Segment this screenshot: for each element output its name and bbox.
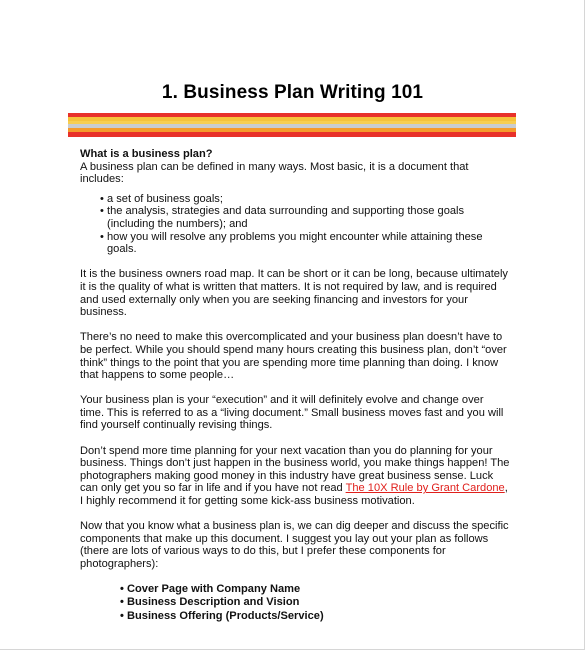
bullet-marker: • <box>120 596 124 609</box>
list-item: • the analysis, strategies and data surrounding and supporting those goals (including the numbers); and <box>100 205 465 230</box>
goals-bullet-list <box>100 193 510 256</box>
bullet-marker: • <box>120 609 124 622</box>
bullet-marker: • <box>100 192 104 205</box>
paragraph-road-map: It is the business owners road map. It can be short or it can be long, because ultimately it is the quality of what is written that matters. It is not required by law, and is required and used externally only when you are seeking financing and investors for your business. <box>80 268 508 319</box>
document-body <box>80 148 510 623</box>
list-item: • Business Description and Vision <box>120 596 300 609</box>
paragraph-planning: Don’t spend more time planning for your next vacation than you do planning for your business. Things don’t just happen in the business world, you make things happen! The photographers making good money in this industry have great business sense. Luck can only get you so far in life and if you have not read The 10X Rule by Grant Cardone, I highly recommend it for getting some kick-ass business motivation. <box>80 444 510 508</box>
list-item: • Business Offering (Products/Service) <box>120 609 324 622</box>
section-heading: What is a business plan? <box>80 148 213 160</box>
paragraph-components: Now that you know what a business plan is, we can dig deeper and discuss the specific components that make up this document. I suggest you lay out your plan as follows (there are lots of various ways to do this, but I prefer these components for photographers): <box>80 520 509 570</box>
bullet-marker: • <box>100 230 104 243</box>
components-bullet-list <box>120 583 510 623</box>
page-title: 1. Business Plan Writing 101 <box>161 82 424 103</box>
book-link[interactable]: The 10X Rule by Grant Cardone <box>345 482 505 495</box>
bullet-marker: • <box>120 583 124 596</box>
list-item: • Cover Page with Company Name <box>120 583 301 596</box>
paragraph-overcomplicate: There’s no need to make this overcomplicated and your business plan doesn’t have to be perfect. While you should spend many hours creating this business plan, don’t “over think” things to the point that you are spending more time planning than doing. I know that happens to some people… <box>80 331 507 382</box>
bullet-marker: • <box>100 205 104 218</box>
decorative-stripe-band <box>68 113 516 137</box>
stripe-red-bottom <box>68 132 516 137</box>
paragraph-execution: Your business plan is your “execution” and it will definitely evolve and change over time. This is referred to as a “living document.” Small business moves fast and you will find yourself continually revising things. <box>80 394 504 432</box>
list-item: • how you will resolve any problems you might encounter while attaining these goals. <box>100 230 483 256</box>
intro-text: A business plan can be defined in many ways. Most basic, it is a document that includes: <box>80 160 469 186</box>
list-item: • a set of business goals; <box>100 192 223 205</box>
